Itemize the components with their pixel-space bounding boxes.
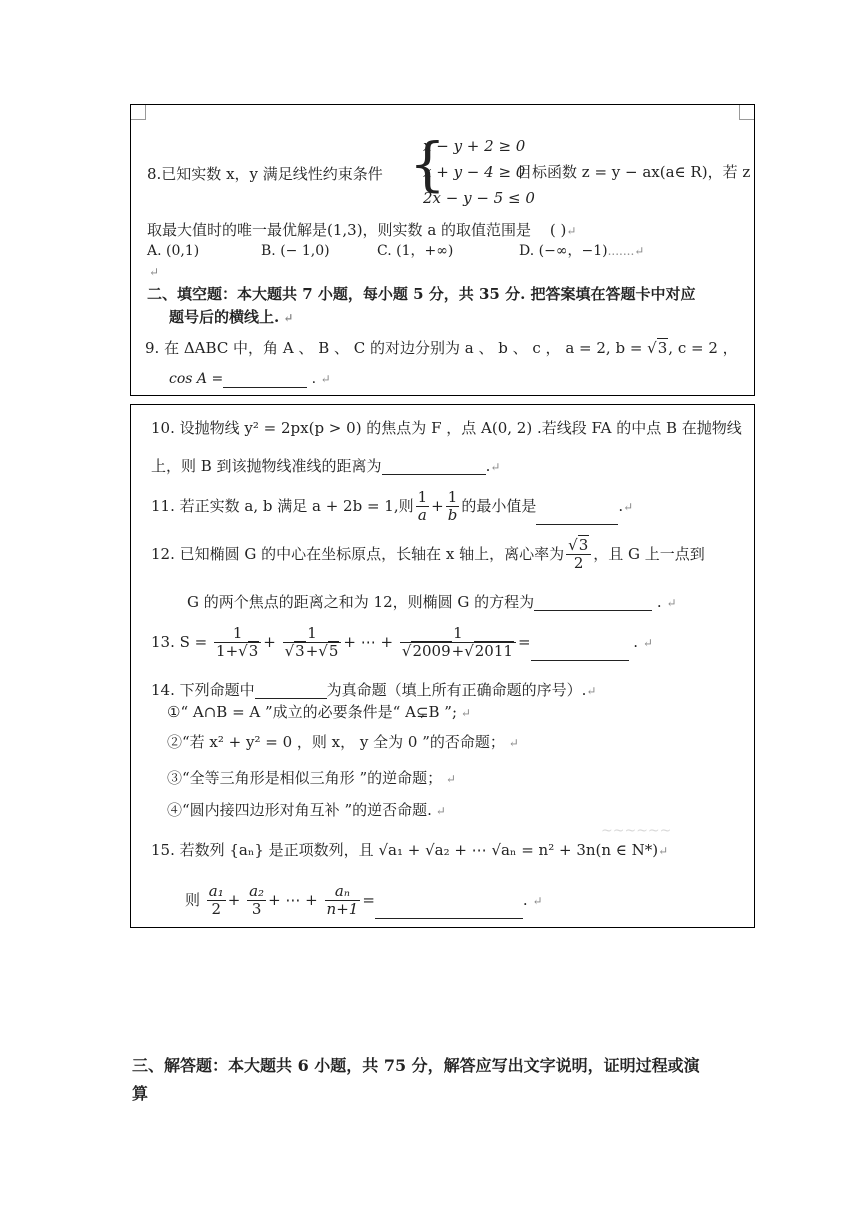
q10-line2: 上，则 B 到该抛物线准线的距离为 .↵	[151, 457, 501, 475]
q9-line1: 9. 在 ΔABC 中，角 A 、 B 、 C 的对边分别为 a 、 b 、 c ， a = 2, b = √3, c = 2 ，	[145, 339, 738, 357]
q8-option-d: D. (−∞，−1).......↵	[519, 243, 645, 259]
q8-option-a: A. (0,1)	[147, 243, 200, 259]
q15-line2: 则 $\frac{\text{a₁}}{2}$ + $\frac{\text{a₂}}{3}$ + ⋯ + $\frac{\text{aₙ}}{n+1}$ = . ↵	[185, 882, 543, 919]
q13-lead: 13. S =	[151, 632, 208, 651]
q11-frac-b: $\frac{1}{b}$	[447, 488, 458, 525]
crop-mark-top-right	[739, 105, 754, 120]
section-2-heading: 二、填空题：本大题共 7 小题，每小题 5 分，共 35 分. 把答案填在答题卡中对应	[147, 285, 696, 303]
q12-tail: ，且 G 上一点到	[593, 544, 705, 563]
q11-tail: 的最小值是	[461, 496, 537, 515]
q8-lead: 8.已知实数 x，y 满足线性约束条件	[147, 165, 383, 183]
q9-cosA: cos A =	[169, 371, 224, 387]
q8-line2: 取最大值时的唯一最优解是(1,3)，则实数 a 的取值范围是 ( )↵	[147, 221, 577, 239]
constraint-brace: {	[409, 130, 446, 198]
section-2-heading-cont: 题号后的横线上. ↵	[169, 308, 294, 326]
question-box-2	[130, 404, 755, 928]
q15-term-3: $\frac{\text{aₙ}}{n+1}$	[326, 882, 359, 919]
question-box-1	[130, 104, 755, 396]
q13-answer-blank	[531, 660, 629, 661]
q8-constraint-1: x − y + 2 ≥ 0	[423, 137, 526, 155]
q8-constraint-2: x + y − 4 ≥ 0	[423, 163, 526, 181]
q9-line1-tail: , c = 2 ，	[668, 339, 738, 357]
q15-line1: 15. 若数列 {aₙ} 是正项数列，且 √a₁ + √a₂ + ⋯ √aₙ = n² + 3n(n ∈ N*)↵	[151, 841, 669, 859]
q11-answer-blank	[536, 524, 618, 525]
q13: 13. S = $\frac{1}{1+√3}$ + $\frac{1}{√3+√5}$ + ⋯ + $\frac{1}{√2009+√2011}$ = . ↵	[151, 624, 653, 661]
q8-option-c: C. (1，+∞)	[377, 243, 454, 259]
q8-answer-paren: ( )	[549, 221, 567, 239]
q11-frac-a: $\frac{1}{a}$	[417, 488, 428, 525]
q14-item-3: ③“全等三角形是相似三角形 ”的逆命题； ↵	[167, 769, 456, 787]
q13-term-2: $\frac{1}{√3+√5}$	[283, 625, 342, 661]
q8-option-d-text: D. (−∞，−1)	[519, 243, 608, 259]
q9-answer-blank	[223, 387, 307, 388]
q12-line1	[151, 537, 705, 573]
q14-item-2: ②“若 x² + y² = 0 ，则 x， y 全为 0 ”的否命题； ↵	[167, 733, 519, 751]
q14-item-4: ④“圆内接四边形对角互补 ”的逆否命题. ↵	[167, 801, 446, 819]
q11-lead: 11. 若正实数 a, b 满足 a + 2b = 1,则	[151, 496, 414, 515]
q10-answer-blank	[382, 474, 486, 475]
section-3-heading-cont: 算	[132, 1084, 149, 1103]
q10-line1: 10. 设抛物线 y² = 2px(p > 0) 的焦点为 F ，点 A(0, 2) .若线段 FA 的中点 B 在抛物线	[151, 419, 742, 437]
q11: 11. 若正实数 a, b 满足 a + 2b = 1,则 $\frac{1}{a}$ + $\frac{1}{b}$ 的最小值是 .↵	[151, 488, 634, 525]
q12-line2: G 的两个焦点的距离之和为 12，则椭圆 G 的方程为 . ↵	[187, 593, 677, 611]
faint-watermark-scribble: ~~~~~~	[601, 823, 672, 839]
q12-lead: 12. 已知椭圆 G 的中心在坐标原点，长轴在 x 轴上，离心率为	[151, 544, 565, 563]
q15-answer-blank	[375, 918, 523, 919]
crop-mark-top-left	[131, 105, 146, 120]
q12-answer-blank	[534, 610, 652, 611]
q15-term-2: $\frac{\text{a₂}}{3}$	[249, 882, 265, 919]
section-3-heading: 三、解答题：本大题共 6 小题，共 75 分，解答应写出文字说明，证明过程或演	[132, 1056, 700, 1075]
q14-lead: 14. 下列命题中 为真命题（填上所有正确命题的序号）.↵	[151, 681, 597, 699]
q13-term-1: $\frac{1}{1+√3}$	[214, 625, 261, 661]
q8-target: 目标函数 z = y − ax(a∈ R)，若 z	[517, 163, 751, 181]
q9-sqrt3: 3	[657, 339, 668, 357]
q14-item-1: ①“ A∩B = A ”成立的必要条件是“ A⊊B ”; ↵	[167, 703, 471, 721]
q8-constraint-3: 2x − y − 5 ≤ 0	[423, 189, 535, 207]
section-2-heading-cont-text: 题号后的横线上.	[169, 308, 280, 326]
q10-line2-text: 上，则 B 到该抛物线准线的距离为	[151, 457, 382, 475]
q9-line1-text: 9. 在 ΔABC 中，角 A 、 B 、 C 的对边分别为 a 、 b 、 c ， a = 2, b =	[145, 339, 648, 357]
paragraph-mark: ↵	[149, 265, 160, 279]
q9-line2: cos A = . ↵	[169, 371, 331, 387]
q14-answer-blank	[255, 698, 327, 699]
q12-eccentricity: $\frac{√3}{2}$	[566, 537, 591, 573]
q12-line2-text: G 的两个焦点的距离之和为 12，则椭圆 G 的方程为	[187, 593, 535, 611]
q8-option-b: B. (− 1,0)	[261, 243, 330, 259]
q13-term-3: $\frac{1}{√2009+√2011}$	[400, 625, 516, 661]
q15-term-1: $\frac{\text{a₁}}{2}$	[208, 882, 224, 919]
q8-line2-text: 取最大值时的唯一最优解是(1,3)，则实数 a 的取值范围是	[147, 221, 532, 239]
